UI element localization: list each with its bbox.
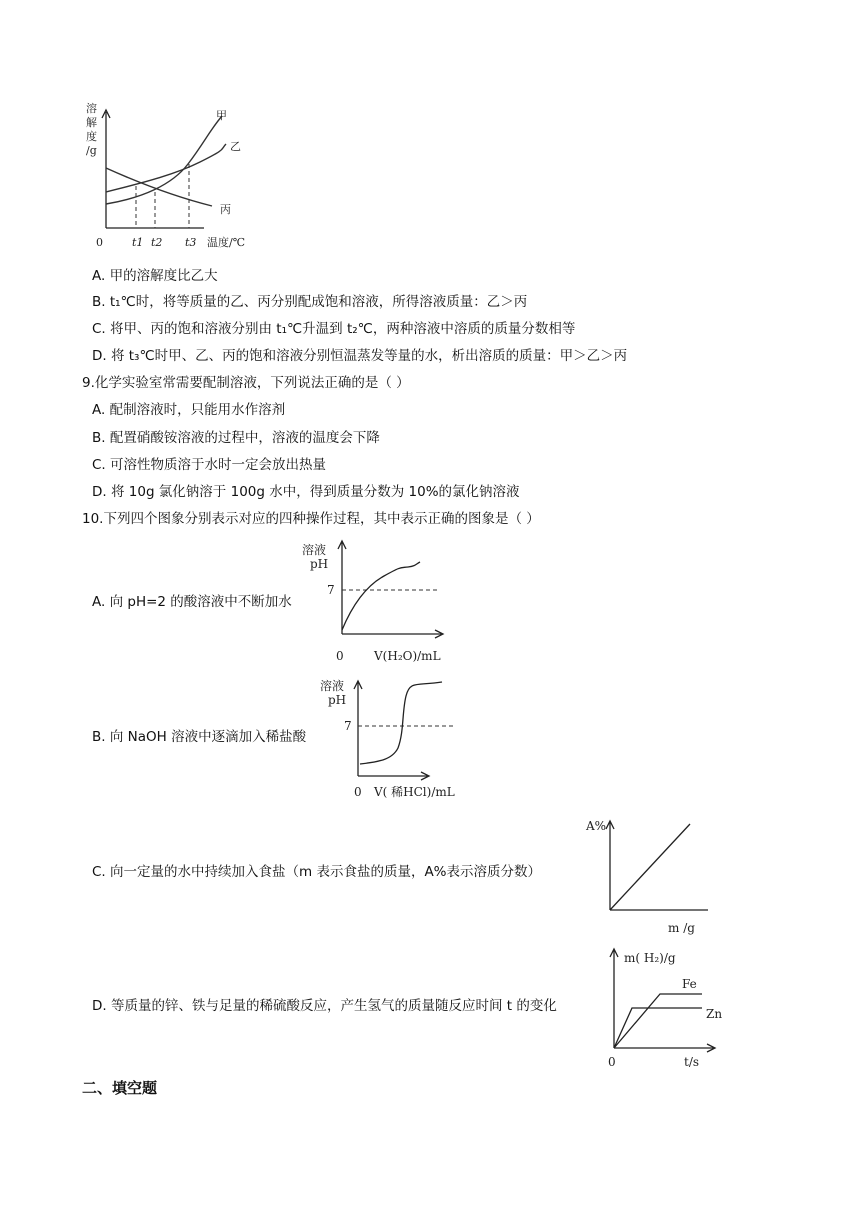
graph-c-ylabel: A% bbox=[586, 819, 607, 833]
graph-d-xlabel: t/s bbox=[684, 1055, 700, 1069]
q8-option-c[interactable]: C. 将甲、丙的饱和溶液分别由 t₁℃升温到 t₂℃，两种溶液中溶质的质量分数相等 bbox=[92, 321, 576, 337]
graph-d-ylabel: m( H₂)/g bbox=[624, 951, 676, 965]
curve-label-jia: 甲 bbox=[216, 109, 227, 122]
graph-b bbox=[318, 672, 478, 804]
q9-option-c[interactable]: C. 可溶性物质溶于水时一定会放出热量 bbox=[92, 457, 327, 473]
q10-option-a[interactable]: A. 向 pH=2 的酸溶液中不断加水 bbox=[92, 594, 292, 610]
solubility-chart bbox=[82, 100, 262, 260]
y-label-char-2: 解 bbox=[86, 116, 97, 129]
graph-a-xlabel: V(H₂O)/mL bbox=[374, 649, 441, 663]
q9-option-b[interactable]: B. 配置硝酸铵溶液的过程中，溶液的温度会下降 bbox=[92, 430, 380, 446]
q8-option-d[interactable]: D. 将 t₃℃时甲、乙、丙的饱和溶液分别恒温蒸发等量的水，析出溶质的质量：甲＞乙＞丙 bbox=[92, 348, 628, 364]
q10-option-b[interactable]: B. 向 NaOH 溶液中逐滴加入稀盐酸 bbox=[92, 729, 307, 745]
x-axis-label: 温度/℃ bbox=[207, 236, 246, 249]
graph-d-fe-label: Fe bbox=[682, 977, 697, 991]
graph-a-curve bbox=[342, 562, 420, 630]
tick-t3: t3 bbox=[185, 236, 197, 249]
curve-yi bbox=[106, 144, 226, 192]
q10-option-c[interactable]: C. 向一定量的水中持续加入食盐（m 表示食盐的质量，A%表示溶质分数） bbox=[92, 864, 542, 880]
graph-c-xlabel: m /g bbox=[668, 921, 695, 935]
graph-a bbox=[296, 536, 456, 668]
graph-a-ylabel-2: pH bbox=[310, 557, 329, 571]
graph-c-line bbox=[610, 824, 690, 910]
q8-option-a[interactable]: A. 甲的溶解度比乙大 bbox=[92, 268, 218, 284]
curve-label-yi: 乙 bbox=[230, 140, 241, 153]
section-title: 二、填空题 bbox=[82, 1079, 158, 1097]
q9-stem: 9.化学实验室常需要配制溶液，下列说法正确的是（ ） bbox=[82, 375, 410, 391]
tick-t2: t2 bbox=[151, 236, 163, 249]
graph-d-zn-line bbox=[614, 1008, 702, 1048]
graph-d bbox=[602, 942, 742, 1072]
q9-option-d[interactable]: D. 将 10g 氯化钠溶于 100g 水中，得到质量分数为 10%的氯化钠溶液 bbox=[92, 484, 520, 500]
graph-d-zn-label: Zn bbox=[706, 1007, 723, 1021]
graph-a-ylabel-1: 溶液 bbox=[302, 543, 327, 557]
y-label-char-4: /g bbox=[86, 144, 97, 157]
q10-option-d[interactable]: D. 等质量的锌、铁与足量的稀硫酸反应，产生氢气的质量随反应时间 t 的变化 bbox=[92, 998, 557, 1014]
graph-b-ylabel-1: 溶液 bbox=[320, 679, 345, 693]
q10-stem: 10.下列四个图象分别表示对应的四种操作过程，其中表示正确的图象是（ ） bbox=[82, 511, 540, 527]
q9-option-a[interactable]: A. 配制溶液时，只能用水作溶剂 bbox=[92, 402, 286, 418]
graph-b-xlabel: V( 稀HCl)/mL bbox=[374, 785, 455, 799]
graph-b-level: 7 bbox=[344, 719, 352, 733]
origin-label: 0 bbox=[96, 236, 103, 249]
graph-b-origin: 0 bbox=[354, 785, 362, 799]
y-label-char-3: 度 bbox=[86, 130, 97, 143]
curve-label-bing: 丙 bbox=[220, 203, 231, 216]
graph-b-curve bbox=[360, 682, 442, 764]
graph-d-fe-line bbox=[614, 994, 702, 1048]
y-label-char-1: 溶 bbox=[86, 102, 97, 115]
graph-c bbox=[582, 812, 732, 938]
tick-t1: t1 bbox=[132, 236, 144, 249]
graph-b-ylabel-2: pH bbox=[328, 693, 347, 707]
q8-option-b[interactable]: B. t₁℃时，将等质量的乙、丙分别配成饱和溶液，所得溶液质量：乙＞丙 bbox=[92, 294, 528, 310]
graph-a-origin: 0 bbox=[336, 649, 344, 663]
graph-d-origin: 0 bbox=[608, 1055, 616, 1069]
graph-a-level: 7 bbox=[327, 583, 335, 597]
